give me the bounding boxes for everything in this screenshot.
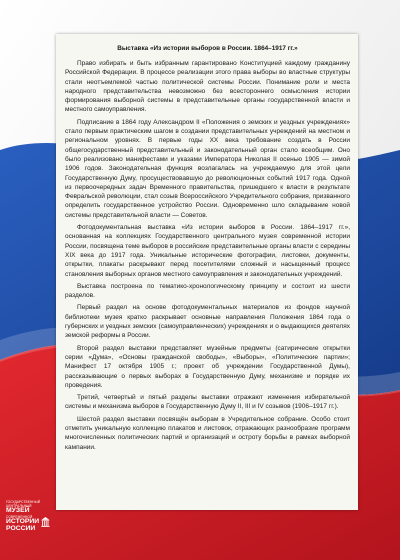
paragraph: Шестой раздел выставки посвящён выборам в Учредительное собрание. Особо стоит отметить уникальную коллекцию плакатов и листовок, отражающих разнообразие программ многочисленных политических партий и организаций и остроту борьбы в рамках выборной кампании. [65,415,350,451]
logo-line: ЦЕНТРАЛЬНЫЙ [6,504,32,508]
logo-line: РОССИИ [6,524,36,532]
paragraph: Выставка построена по тематико-хронологическому принципу и состоит из шести разделов. [65,282,350,300]
paragraph: Подписание в 1864 году Александром II «Положения о земских и уездных учреждениях» стало первым практическим шагом в создании представительных учреждений на местном и региональном уровнях. В первые годы XX века требование создать в России общегосударственный представительный и законодательный орган стало всеобщим. Оно было реализовано манифестами и указами Императора Николая II осенью 1905 — зимой 1906 годов. Законодательная функция возлагалась на учреждаемую для этой цели Государственную Думу, просуществовавшую до революционных событий 1917 года. Одной из первоочередных задач Временного правительства, пришедшего к власти в результате Февральской революции, стал созыв Всероссийского Учредительного собрания, призванного определить государственное устройство России. Одновременно шло складывание новой системы представительной власти — Советов. [65,118,350,219]
paragraph: Право избирать и быть избранным гарантировано Конституцией каждому гражданину Российской Федерации. В процессе реализации этого права выборы во властные структуры стали неотъемлемой частью политической системы России. Понимание роли и места народного представительства невозможно без всестороннего осмысления истории формирования выборной системы в представительные органы государственной власти и местного самоуправления. [65,60,350,114]
exhibition-text-panel [56,34,358,510]
logo-line: СОВРЕМЕННОЙ [6,514,33,519]
paragraph: Второй раздел выставки представляет музейные предметы (сатирические открытки серии «Дума», «Основы гражданской свободы», «Выборы», «Политические партии»; Манифест 17 октября 1905 г.; проект об учреждении Государственной Думы), рассказывающие о первых выборах в Государственную Думу, механизме и порядке их проведения. [65,344,350,389]
document-title: Выставка «Из истории выборов в России. 1864–1917 гг.» [117,45,298,52]
paragraph: Первый раздел на основе фотодокументальных материалов из фондов научной библиотеки музея кратко раскрывает основные направления Положения 1864 года о губернских и уездных земских (самоуправленческих) учреждениях и о выдающихся деятелях земской реформы в России. [65,304,350,340]
logo-line: ГОСУДАРСТВЕННЫЙ [6,500,41,504]
paragraph: Третий, четвертый и пятый разделы выставки отражают изменения избирательной системы и механизма выборов в Государственную Думу II, III и IV созывов (1906–1917 гг.). [65,394,350,411]
museum-logo [6,500,50,550]
logo-line: ИСТОРИИ [6,517,40,525]
paragraph: Фотодокументальная выставка «Из истории выборов в России. 1864–1917 гг.», основанная на коллекциях Государственного центрального музея современной истории России, посвящена теме выборов в российские представительные органы власти с середины XIX века до 1917 года. Уникальные исторические фотографии, листовки, документы, открытки, плакаты раскрывают перед посетителями сложный и насыщенный процесс становления выборных органов местного самоуправления и законодательных учреждений. [65,224,350,278]
logo-line: МУЗЕЙ [6,507,30,514]
museum-building-icon [41,512,50,532]
